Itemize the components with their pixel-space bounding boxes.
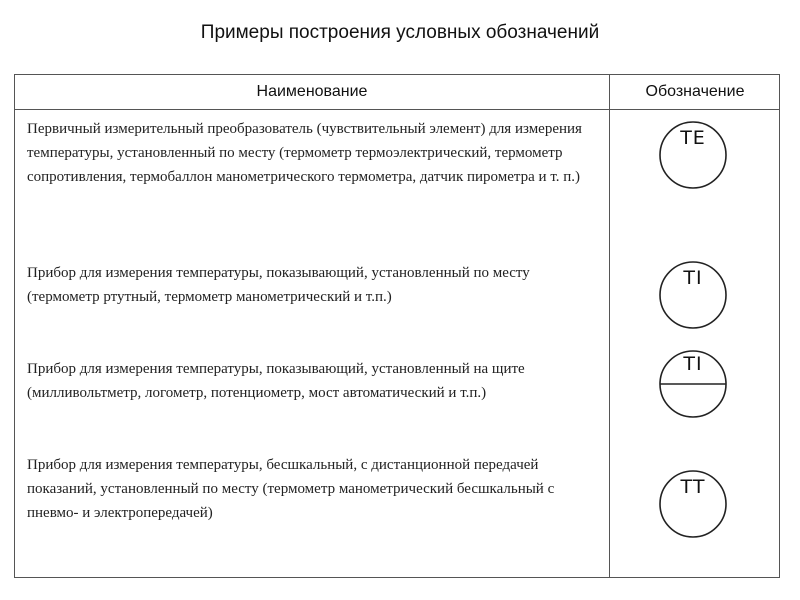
row-3-symbol-text: TI [683,353,703,375]
row-1-symbol-text: TE [680,127,706,149]
row-3-description: Прибор для измерения температуры, показывающий, установленный на щите (милливольтметр, логометр, потенциометр, мост автоматический и т.п.) [27,361,525,401]
row-2-symbol [657,259,729,331]
row-4-symbol-text: TT [680,476,706,498]
page-title: Примеры построения условных обозначений [200,22,600,43]
header-name: Наименование [256,83,368,100]
column-divider [609,75,610,577]
row-4-symbol [657,468,729,540]
row-1-symbol [657,119,729,191]
row-4-description: Прибор для измерения температуры, бесшкальный, с дистанционной передачей показаний, установленный по месту (термометр манометрический бесшкальный с пневмо- и электропередачей) [27,457,555,521]
row-2-description: Прибор для измерения температуры, показывающий, установленный по месту (термометр ртутный, термометр манометрический и т.п.) [27,265,530,305]
symbols-table [14,74,780,578]
header-divider [15,109,779,110]
row-3-symbol [657,348,729,420]
row-1-description: Первичный измерительный преобразователь (чувствительный элемент) для измерения температуры, установленный по месту (термометр термоэлектрический, термометр сопротивления, термобаллон манометрического термометра, датчик пирометра и т. п.) [27,121,582,185]
row-2-symbol-text: TI [683,267,703,289]
header-symbol: Обозначение [645,83,745,100]
